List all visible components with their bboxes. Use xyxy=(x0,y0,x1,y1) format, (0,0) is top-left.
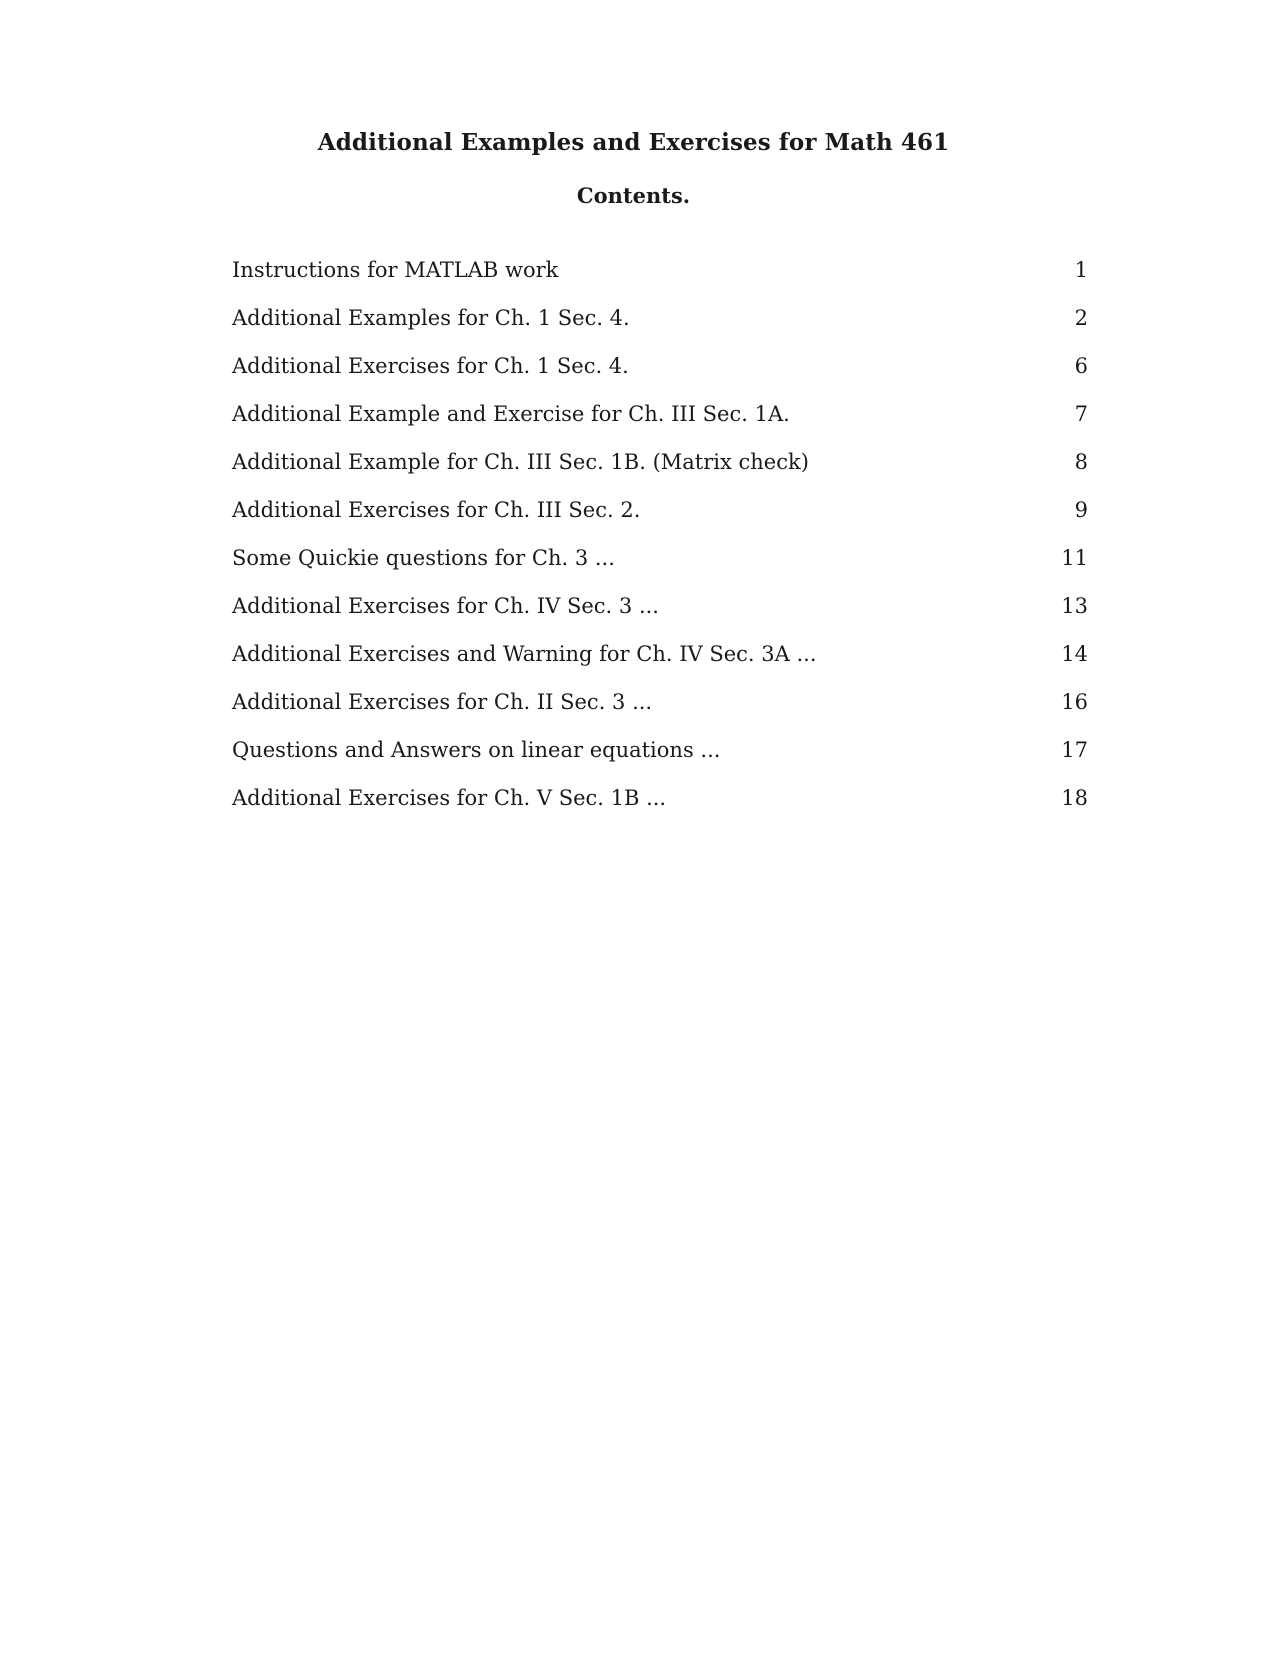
toc-entry-page: 14 xyxy=(1061,642,1088,666)
toc-entry-label: Additional Exercises for Ch. V Sec. 1B ... xyxy=(232,786,667,810)
toc-entry-page: 17 xyxy=(1061,738,1088,762)
toc-entry-page: 7 xyxy=(1074,402,1088,426)
toc-entry-page: 2 xyxy=(1074,306,1088,330)
toc-entry xyxy=(232,546,1088,594)
contents-heading: Contents. xyxy=(576,183,691,208)
toc-entry xyxy=(232,258,1088,306)
toc-entry-page: 9 xyxy=(1074,498,1088,522)
toc-entry-label: Additional Examples for Ch. 1 Sec. 4. xyxy=(232,306,630,330)
toc-entry-label: Additional Exercises for Ch. 1 Sec. 4. xyxy=(232,354,629,378)
toc-entry xyxy=(232,786,1088,834)
toc-entry-label: Additional Exercises for Ch. IV Sec. 3 ... xyxy=(232,594,659,618)
toc-entry-label: Additional Exercises for Ch. III Sec. 2. xyxy=(232,498,641,522)
document-title: Additional Examples and Exercises for Math 461 xyxy=(317,129,950,156)
toc-entry-page: 13 xyxy=(1061,594,1088,618)
toc-entry-page: 16 xyxy=(1061,690,1088,714)
toc-entry xyxy=(232,642,1088,690)
toc-entry-label: Additional Exercises for Ch. II Sec. 3 ... xyxy=(232,690,653,714)
toc-entry-label: Additional Example for Ch. III Sec. 1B. (Matrix check) xyxy=(232,450,809,474)
toc-entry xyxy=(232,306,1088,354)
toc-entry-label: Questions and Answers on linear equations ... xyxy=(232,738,721,762)
toc-entry xyxy=(232,450,1088,498)
toc-entry-page: 6 xyxy=(1074,354,1088,378)
toc-entry-page: 11 xyxy=(1061,546,1088,570)
toc-entry xyxy=(232,354,1088,402)
toc-entry-page: 8 xyxy=(1074,450,1088,474)
toc-entry-label: Instructions for MATLAB work xyxy=(232,258,559,282)
toc-entry-label: Additional Example and Exercise for Ch. III Sec. 1A. xyxy=(232,402,790,426)
toc-entry xyxy=(232,402,1088,450)
toc-entry xyxy=(232,594,1088,642)
table-of-contents xyxy=(232,258,1088,834)
toc-entry-page: 18 xyxy=(1061,786,1088,810)
toc-entry-page: 1 xyxy=(1074,258,1088,282)
toc-entry xyxy=(232,690,1088,738)
toc-entry-label: Additional Exercises and Warning for Ch. IV Sec. 3A ... xyxy=(232,642,817,666)
toc-entry-label: Some Quickie questions for Ch. 3 ... xyxy=(232,546,615,570)
toc-entry xyxy=(232,498,1088,546)
toc-entry xyxy=(232,738,1088,786)
